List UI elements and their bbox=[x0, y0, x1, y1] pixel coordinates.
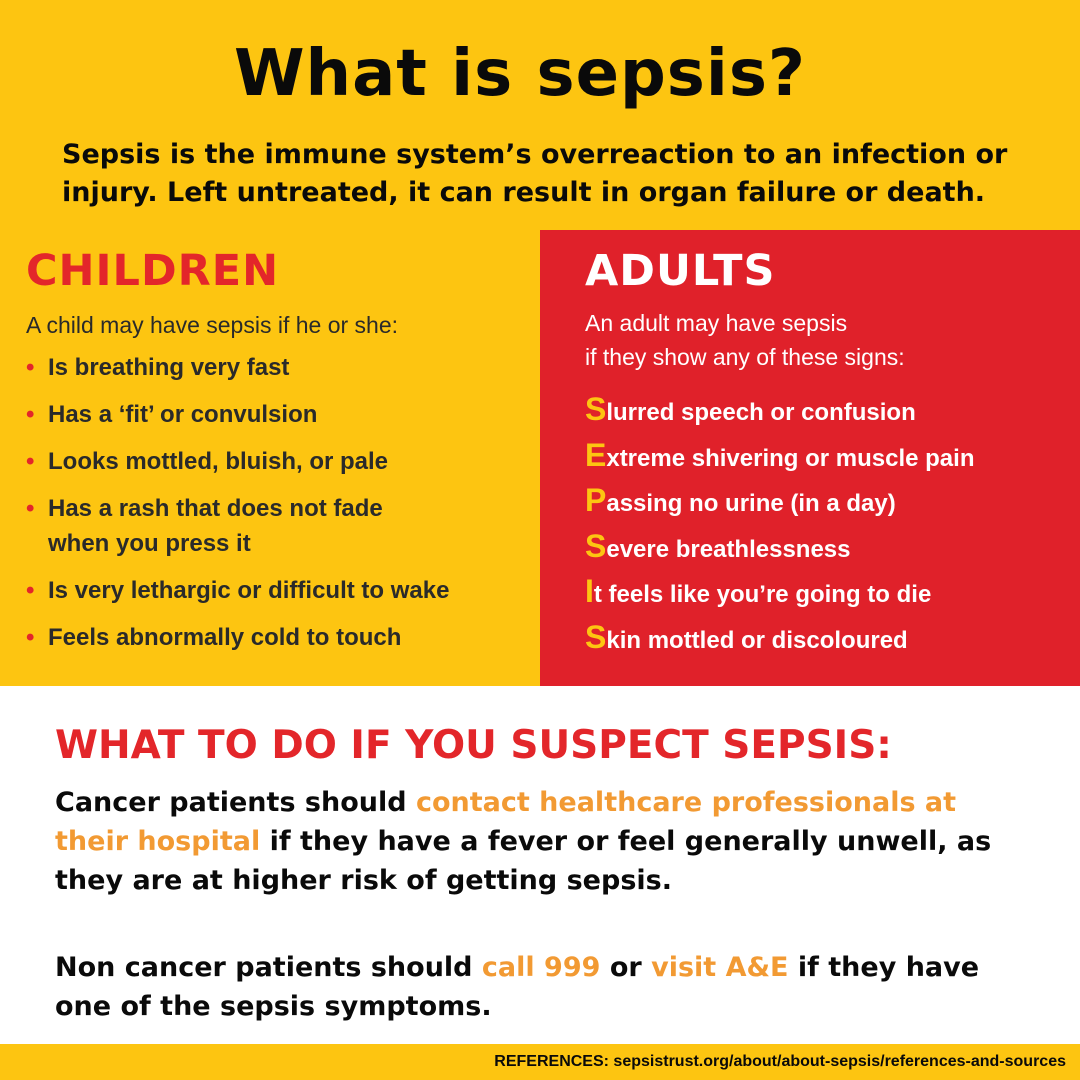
references-text: REFERENCES: sepsistrust.org/about/about-sepsis/references-and-sources bbox=[494, 1053, 1066, 1070]
list-item-text: Feels abnormally cold to touch bbox=[48, 624, 402, 651]
advice-highlight: call 999 bbox=[481, 952, 601, 983]
intro-line-1: Sepsis is the immune system’s overreaction to an infection or bbox=[62, 139, 1008, 170]
bullet-icon: • bbox=[26, 577, 35, 604]
page-title: What is sepsis? bbox=[233, 37, 807, 111]
list-item-text: lurred speech or confusion bbox=[606, 399, 916, 426]
list-item-text: Is very lethargic or difficult to wake bbox=[48, 577, 450, 604]
children-intro: A child may have sepsis if he or she: bbox=[26, 312, 399, 338]
adults-sepsis-acronym-list bbox=[585, 387, 1075, 660]
list-item bbox=[585, 478, 1075, 524]
advice-highlight: visit A&E bbox=[651, 952, 789, 983]
advice-text: Non cancer patients should bbox=[55, 952, 482, 983]
children-panel bbox=[0, 230, 540, 686]
list-item bbox=[585, 433, 1075, 479]
list-item bbox=[26, 620, 526, 655]
adults-panel bbox=[540, 230, 1080, 686]
list-item-text: kin mottled or discoloured bbox=[606, 626, 908, 654]
list-item bbox=[585, 524, 1075, 570]
acronym-letter: P bbox=[585, 482, 607, 518]
advice-highlight: contact healthcare professionals at their hospital bbox=[55, 787, 957, 857]
adults-intro-line-2: if they show any of these signs: bbox=[585, 344, 905, 370]
bullet-icon: • bbox=[26, 401, 35, 428]
list-item-text: Looks mottled, bluish, or pale bbox=[48, 448, 389, 475]
bullet-icon: • bbox=[26, 354, 35, 381]
adults-intro bbox=[585, 306, 985, 374]
list-item-text: t feels like you’re going to die bbox=[593, 581, 932, 608]
acronym-letter: S bbox=[585, 618, 607, 655]
list-item bbox=[585, 387, 1075, 433]
bullet-icon: • bbox=[26, 448, 35, 475]
list-item-text: evere breathlessness bbox=[606, 535, 851, 563]
acronym-letter: S bbox=[585, 527, 607, 564]
list-item-text-line-2: when you press it bbox=[48, 530, 251, 557]
acronym-letter: E bbox=[585, 436, 607, 473]
acronym-letter: S bbox=[585, 391, 607, 427]
action-section bbox=[0, 686, 1080, 1044]
adults-heading: ADULTS bbox=[585, 246, 776, 296]
footer-bar bbox=[0, 1044, 1080, 1080]
list-item bbox=[26, 397, 526, 432]
list-item bbox=[26, 444, 526, 479]
bullet-icon: • bbox=[26, 624, 35, 651]
advice-text: if they have a fever or feel generally unwell, as they are at higher risk of getting sepsis. bbox=[55, 826, 992, 896]
advice-text: if they have one of the sepsis symptoms. bbox=[55, 952, 980, 1022]
bullet-icon: • bbox=[26, 495, 35, 522]
list-item-text: Is breathing very fast bbox=[48, 354, 290, 381]
list-item bbox=[585, 569, 1075, 615]
intro-text bbox=[62, 136, 1062, 212]
list-item-text-line-1: Has a rash that does not fade bbox=[48, 495, 383, 522]
list-item bbox=[26, 350, 526, 385]
cancer-patients-advice bbox=[55, 783, 1035, 900]
list-item bbox=[26, 491, 526, 561]
list-item-text: Has a ‘fit’ or convulsion bbox=[48, 401, 318, 428]
header-section bbox=[0, 0, 1080, 230]
advice-text: Cancer patients should bbox=[55, 787, 416, 818]
intro-line-2: injury. Left untreated, it can result in organ failure or death. bbox=[62, 177, 986, 208]
children-signs-list bbox=[26, 350, 526, 667]
list-item bbox=[26, 573, 526, 608]
acronym-letter: I bbox=[585, 573, 594, 609]
adults-intro-line-1: An adult may have sepsis bbox=[585, 310, 848, 336]
children-heading: CHILDREN bbox=[26, 246, 280, 296]
list-item-text: xtreme shivering or muscle pain bbox=[606, 444, 975, 472]
list-item-text: assing no urine (in a day) bbox=[606, 490, 896, 517]
list-item bbox=[585, 615, 1075, 661]
action-heading: WHAT TO DO IF YOU SUSPECT SEPSIS: bbox=[55, 723, 892, 768]
non-cancer-patients-advice bbox=[55, 948, 1035, 1026]
advice-text: or bbox=[600, 952, 652, 983]
